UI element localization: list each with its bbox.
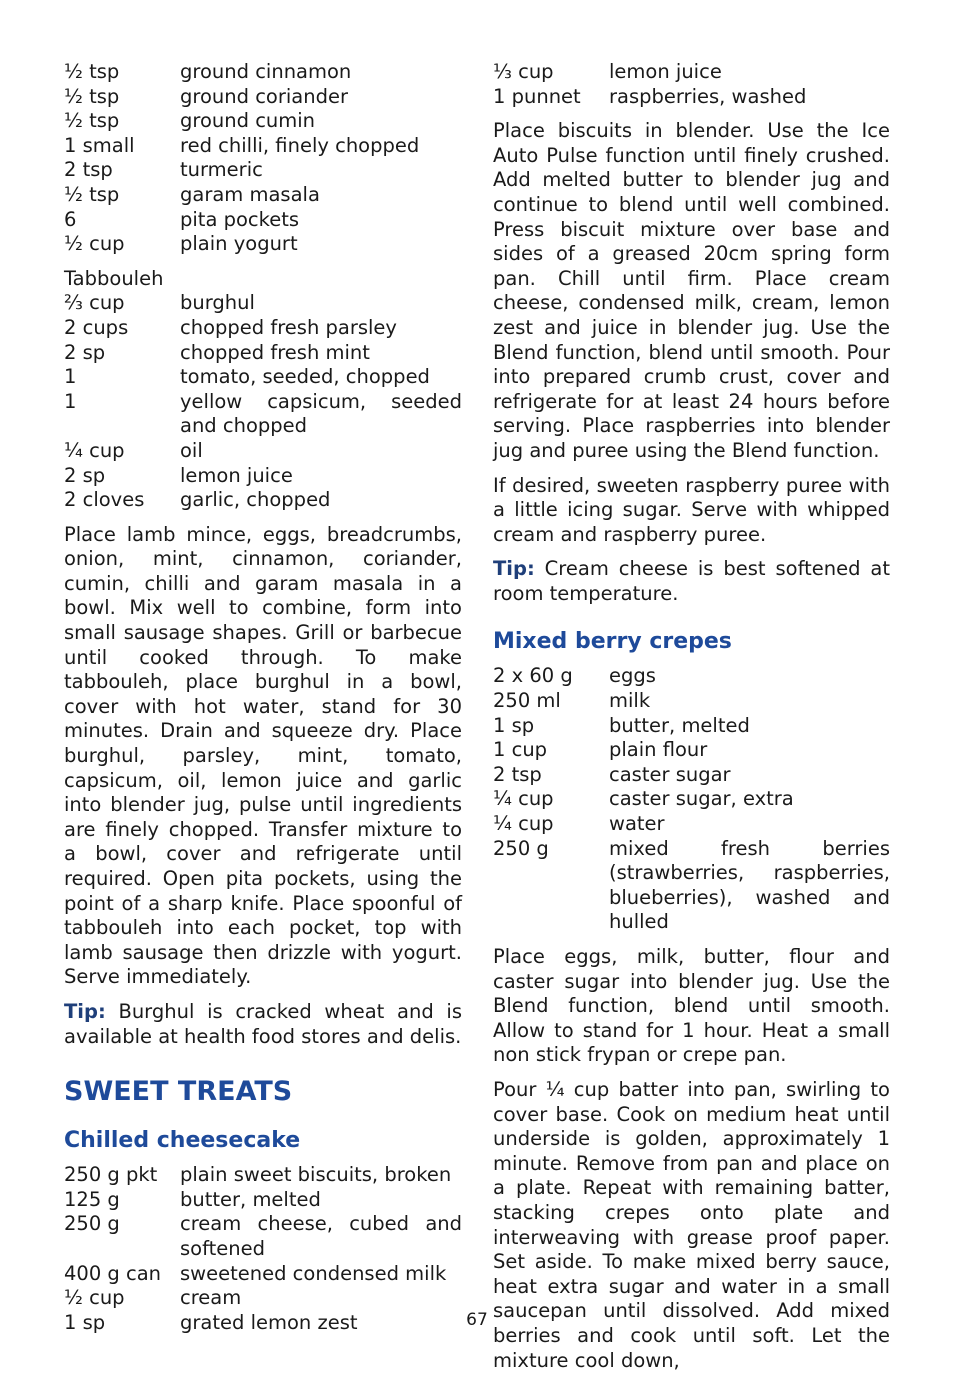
ingredient-quantity: 2 sp [64,340,106,364]
ingredient-row [64,208,462,233]
ingredient-name: garlic, chopped [180,488,331,512]
ingredient-name: garam masala [180,182,320,206]
ingredient-name: grated lemon zest [180,1310,358,1334]
ingredient-quantity: 6 [64,207,77,231]
ingredient-row [64,1188,462,1213]
ingredient-row [64,1286,462,1311]
ingredient-quantity: ¼ cup [493,787,554,811]
section-title: SWEET TREATS [64,1076,293,1108]
ingredient-row [493,60,890,85]
ingredient-name: chopped fresh parsley [180,315,397,339]
ingredient-row [64,439,462,464]
ingredient-name: turmeric [180,158,263,182]
ingredient-quantity: ½ tsp [64,182,120,206]
ingredient-name: plain flour [609,738,708,762]
tip-text: Burghul is cracked wheat and is available at health food stores and delis. [64,999,462,1048]
ingredient-row [493,837,890,935]
ingredient-quantity: 2 tsp [64,158,113,182]
ingredient-row [493,738,890,763]
ingredient-quantity: 1 [64,389,77,413]
crepes-title: Mixed berry crepes [493,629,732,655]
ingredient-quantity: 2 tsp [493,762,542,786]
ingredient-row [64,464,462,489]
ingredient-quantity: 400 g can [64,1261,162,1285]
ingredient-name: eggs [609,664,656,688]
left-column [64,60,462,1335]
ingredient-quantity: 250 g [493,836,549,860]
cheesecake-method-paragraph: Place biscuits in blender. Use the Ice Auto Pulse function until finely crushed. Add melted butter to blender jug and continue to blend until well combined. Press biscuit mixture over base and sides of a greased 20cm spring form pan. Chill until firm. Place cream cheese, condensed milk, cream, lemon zest and juice in blender jug. Use the Blend function, blend until smooth. Pour into prepared crumb crust, cover and refrigerate for at least 24 hours before serving. Place raspberries into blender jug and puree using the Blend function. [493,119,890,462]
cheesecake-title: Chilled cheesecake [64,1128,301,1154]
ingredient-name: butter, melted [180,1187,321,1211]
ingredient-name: ground cumin [180,109,316,133]
right-column [493,60,890,1373]
ingredient-row [64,1212,462,1261]
ingredient-quantity: ⅓ cup [493,60,554,83]
ingredient-name: water [609,812,665,836]
lamb-method-paragraph: Place lamb mince, eggs, breadcrumbs, onion, mint, cinnamon, coriander, cumin, chilli and garam masala in a bowl. Mix well to combine, form into small sausage shapes. Grill or barbecue until cooked through. To make tabbouleh, place burghul in a bowl, cover with hot water, stand for 30 minutes. Drain and squeeze dry. Place burghul, parsley, mint, tomato, capsicum, oil, lemon juice and garlic into blender jug, pulse until ingredients are finely chopped. Transfer mixture to a bowl, cover and refrigerate until required. Open pita pockets, using the point of a sharp knife. Place spoonful of tabbouleh into each pocket, top with lamb sausage then drizzle with yogurt. Serve immediately. [64,522,462,989]
ingredient-quantity: ½ cup [64,232,125,256]
ingredient-quantity: 250 g pkt [64,1163,158,1187]
ingredient-row [64,390,462,439]
ingredient-quantity: 250 ml [493,689,561,713]
ingredient-quantity: ½ tsp [64,109,120,133]
tip-label: Tip: [64,999,106,1023]
ingredient-name: pita pockets [180,207,300,231]
crepes-method-paragraph: Place eggs, milk, butter, flour and caster sugar into blender jug. Use the Blend function, blend until smooth. Allow to stand for 1 hour. Heat a small non stick frypan or crepe pan. [493,945,890,1067]
ingredient-row [493,85,890,110]
ingredient-name: chopped fresh mint [180,340,370,364]
ingredient-quantity: 1 cup [493,738,548,762]
ingredient-row [493,787,890,812]
ingredient-row [493,763,890,788]
ingredient-quantity: ½ cup [64,1286,125,1310]
ingredient-quantity: 1 punnet [493,84,581,108]
ingredient-row [64,291,462,316]
spice-ingredient-list [64,60,462,257]
ingredient-name: raspberries, washed [609,84,807,108]
ingredient-quantity: ¼ cup [64,438,125,462]
ingredient-name: cream cheese, cubed and softened [180,1212,462,1260]
ingredient-quantity: 250 g [64,1212,120,1236]
ingredient-row [64,341,462,366]
ingredient-row [64,316,462,341]
ingredient-name: butter, melted [609,713,750,737]
ingredient-row [493,664,890,689]
ingredient-quantity: 1 small [64,133,135,157]
ingredient-quantity: ⅔ cup [64,291,125,315]
ingredient-name: ground cinnamon [180,60,352,83]
ingredient-row [64,134,462,159]
ingredient-name: milk [609,689,651,713]
ingredient-name: caster sugar, extra [609,787,794,811]
ingredient-name: oil [180,438,203,462]
ingredient-name: lemon juice [180,463,293,487]
ingredient-row [64,85,462,110]
ingredient-quantity: 2 sp [64,463,106,487]
ingredient-row [64,232,462,257]
ingredient-row [64,60,462,85]
ingredient-quantity: ½ tsp [64,60,120,83]
ingredient-name: ground coriander [180,84,348,108]
ingredient-row [64,488,462,513]
page-number: 67 [466,1310,488,1330]
tabbouleh-label: Tabbouleh [64,266,164,290]
ingredient-name: red chilli, finely chopped [180,133,420,157]
ingredient-row [64,158,462,183]
ingredient-name: tomato, seeded, chopped [180,365,430,389]
ingredient-quantity: 2 cups [64,315,129,339]
ingredient-quantity: ½ tsp [64,84,120,108]
ingredient-name: plain sweet biscuits, broken [180,1163,452,1187]
burghul-tip [64,1000,462,1049]
ingredient-quantity: 1 [64,365,77,389]
ingredient-row [64,109,462,134]
cheesecake-serving-paragraph: If desired, sweeten raspberry puree with a little icing sugar. Serve with whipped cream and raspberry puree. [493,473,890,546]
ingredient-row [64,1262,462,1287]
tip-label: Tip: [493,557,535,581]
ingredient-name: lemon juice [609,60,722,83]
ingredient-name: caster sugar [609,762,731,786]
cheesecake-ingredient-list-continued [493,60,890,109]
ingredient-quantity: 2 x 60 g [493,664,573,688]
ingredient-row [493,689,890,714]
ingredient-name: mixed fresh berries (strawberries, raspberries, blueberries), washed and hulled [609,836,890,934]
ingredient-name: plain yogurt [180,232,298,256]
ingredient-quantity: 1 sp [64,1310,106,1334]
ingredient-name: yellow capsicum, seeded and chopped [180,389,462,438]
ingredient-row [64,365,462,390]
ingredient-row [493,812,890,837]
tabbouleh-ingredient-list [64,291,462,512]
ingredient-name: burghul [180,291,255,315]
crepes-ingredient-list [493,664,890,935]
ingredient-quantity: 1 sp [493,713,535,737]
ingredient-row [64,183,462,208]
tip-text: Cream cheese is best softened at room temperature. [493,557,890,605]
ingredient-row [64,1163,462,1188]
crepes-cooking-paragraph: Pour ¼ cup batter into pan, swirling to cover base. Cook on medium heat until underside is golden, approximately 1 minute. Remove from pan and place on a plate. Repeat with remaining batter, stacking crepes onto plate and interweaving with grease proof paper. Set aside. To make mixed berry sauce, heat extra sugar and water in a small saucepan until dissolved. Add mixed berries and cook until soft. Let the mixture cool down, [493,1077,890,1372]
ingredient-name: cream [180,1286,242,1310]
ingredient-quantity: ¼ cup [493,812,554,836]
ingredient-quantity: 125 g [64,1187,120,1211]
ingredient-row [493,714,890,739]
ingredient-quantity: 2 cloves [64,488,145,512]
cream-cheese-tip [493,557,890,606]
ingredient-name: sweetened condensed milk [180,1261,447,1285]
